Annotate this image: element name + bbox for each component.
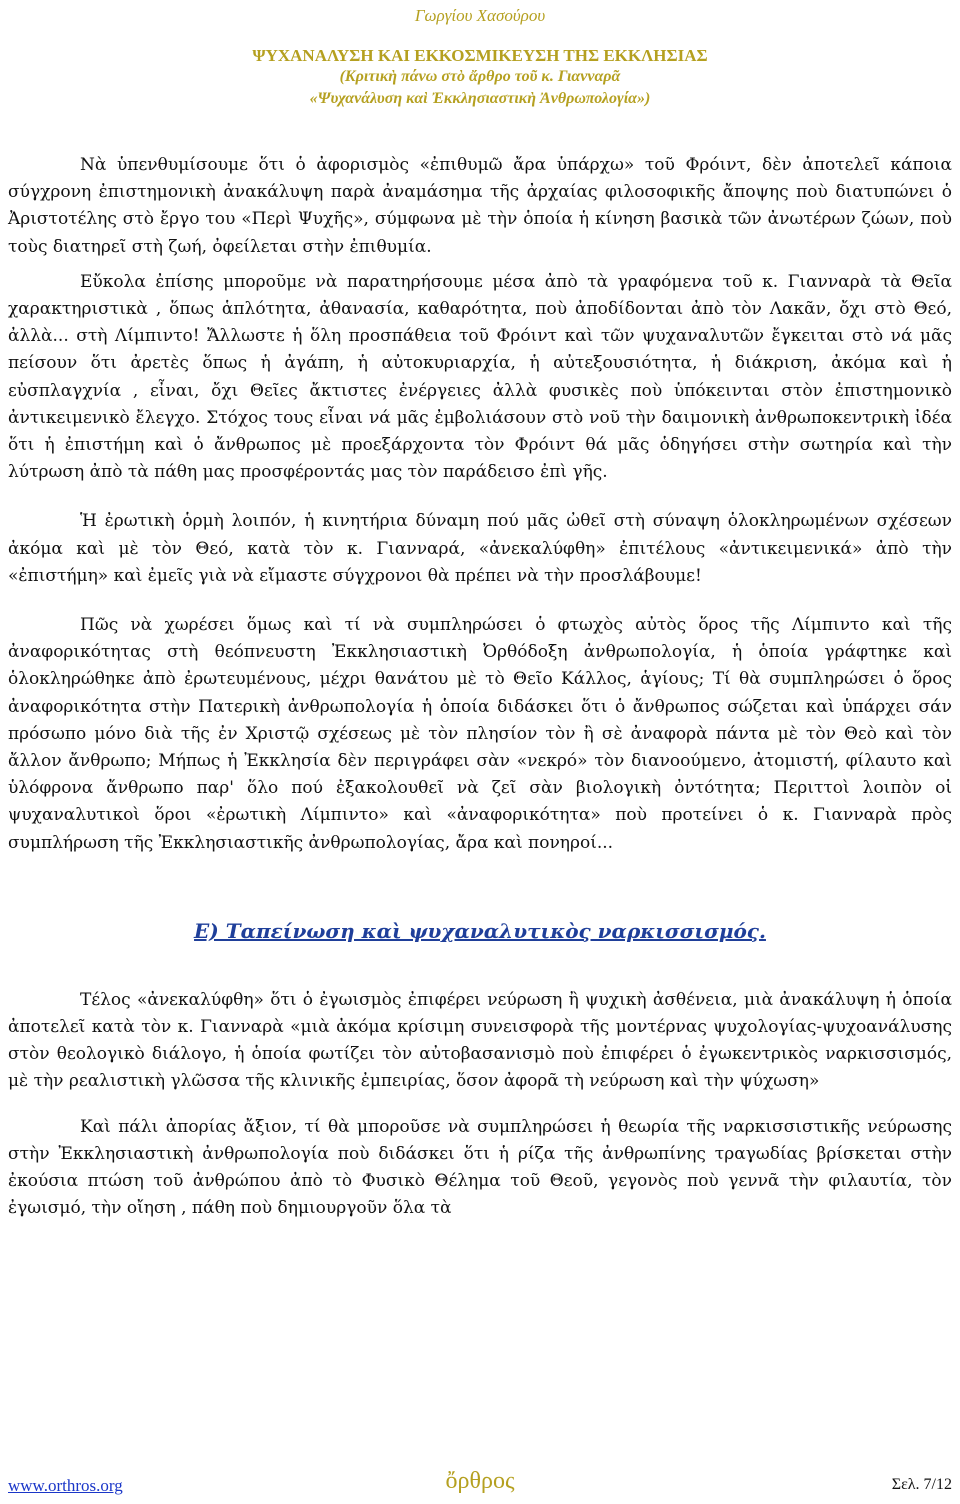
body-paragraph: Καὶ πάλι ἀπορίας ἄξιον, τί θὰ μποροῦσε νὰ συμπληρώσει ἡ θεωρία τῆς ναρκισσιστικῆς νεύρωσης στὴν Ἐκκλησιαστικὴ ἀνθρωπολογία ποὺ διδάσκει ὅτι ἡ ρίζα τῆς ἀνθρωπίνης τραγωδίας βρίσκεται στὴν ἐκούσια πτώση τοῦ ἀνθρώπου ἀπὸ τὸ Φυσικὸ Θέλημα τοῦ Θεοῦ, γεγονὸς ποὺ γεννᾶ τὴν φιλαυτία, τὸν ἐγωισμό, τὴν οἴηση , πάθη ποὺ δημιουργοῦν ὅλα τὰ <box>8 1116 952 1219</box>
body-paragraph: Τέλος «ἀνεκαλύφθη» ὅτι ὁ ἐγωισμὸς ἐπιφέρει νεύρωση ἢ ψυχικὴ ἀσθένεια, μιὰ ἀνακάλυψη ἡ ὁποία ἀποτελεῖ κατὰ τὸν κ. Γιανναρὰ «μιὰ ἀκόμα κρίσιμη συνεισφορὰ τῆς μοντέρνας ψυχολογίας-ψυχοανάλυσης στὸν θεολογικὸ διάλογο, ἡ ὁποία φωτίζει τὸν αὐτοβασανισμὸ ποὺ ἐπιφέρει ὁ ἐγωκεντρικὸς ναρκισσισμός, μὲ τὴν ρεαλιστικὴ γλῶσσα τῆς κλινικῆς ἐμπειρίας, ὅσον ἀφορᾶ τὴ νεύρωση καὶ τὴν ψύχωση» <box>8 989 952 1092</box>
body-paragraph: Πῶς νὰ χωρέσει ὅμως καὶ τί νὰ συμπληρώσει ὁ φτωχὸς αὐτὸς ὅρος τῆς Λίμπιντο καὶ τῆς ἀναφορικότητας στὴ θεόπνευστη Ἐκκλησιαστικὴ Ὀρθόδοξη ἀνθρωπολογία, ἡ ὁποία γράφτηκε καὶ ὁλοκληρώθηκε ἀπὸ ἐρωτευμένους, μέχρι θανάτου μὲ τὸ Θεῖο Κάλλος, ἁγίους; Τί θὰ συμπληρώσει ὁ ὅρος ἀναφορικότητα στὴν Πατερικὴ ἀνθρωπολογία ἡ ὁποία διδάσκει ὅτι ὁ ἄνθρωπος σώζεται καὶ ὑπάρχει σάν πρόσωπο μόνο διὰ τῆς ἐν Χριστῷ σχέσεως μὲ τὸν πλησίον τὸν ἢ σὲ ἀναφορὰ πάντα μὲ τὸν Θεὸ καὶ τὸν ἄλλον ἄνθρωπο; Μήπως ἡ Ἐκκλησία δὲν περιγράφει σὰν «νεκρό» τὸν διανοούμενο, ἀτομιστή, φίλαυτο καὶ ὑλόφρονα ἄνθρωπο παρ' ὅλο πού ἐξακολουθεῖ νὰ ζεῖ σὰν βιολογικὴ ὀντότητα; Περιττοὶ λοιπὸν οἱ ψυχαναλυτικοὶ ὅροι «ἐρωτικὴ Λίμπιντο» καὶ «ἀναφορικότητα» ποὺ προτείνει ὁ κ. Γιανναρὰ πρὸς συμπλήρωση τῆς Ἐκκλησιαστικῆς ἀνθρωπολογίας, ἄρα καὶ πονηροί... <box>8 615 952 853</box>
site-brand: ὄρθρος <box>445 1468 515 1494</box>
body-paragraph: Εὔκολα ἐπίσης μποροῦμε νὰ παρατηρήσουμε μέσα ἀπὸ τὰ γραφόμενα τοῦ κ. Γιανναρὰ τὰ Θεῖα χαρακτηριστικὰ , ὅπως ἁπλότητα, ἀθανασία, καθαρότητα, ποὺ ἀποδίδονται ἀπὸ τὸν Λακᾶν, ὄχι στὸ Θεό, ἀλλὰ... στὴ Λίμπιντο! Ἄλλωστε ἡ ὅλη προσπάθεια τοῦ Φρόιντ καὶ τῶν ψυχαναλυτῶν ἔγκειται στὸ νά μᾶς πείσουν ὅτι ἀρετὲς ὅπως ἡ ἀγάπη, ἡ αὐτοκυριαρχία, ἡ αὐτεξουσιότητα, ἡ διάκριση, ἀκόμα καὶ ἡ εὐσπλαγχνία , εἶναι, ὄχι Θεῖες ἄκτιστες ἐνέργειες ἀλλὰ φυσικὲς ποὺ ὑπόκεινται στὸν ἐπιστημονικὸ ἀντικειμενικὸ ἔλεγχο. Στόχος τους εἶναι νά μᾶς ἐμβολιάσουν στὸ νοῦ τὴν δαιμονικὴ ἀνθρωποκεντρικὴ ἰδέα ὅτι ἡ ἐπιστήμη καὶ ὁ ἄνθρωπος μὲ προεξάρχοντα τὸν Φρόιντ θά μᾶς ὁδηγήσει στὴν σωτηρία καὶ τὴν λύτρωση ἀπὸ τὰ πάθη μας προσφέροντάς μας τὸν παράδεισο ἐπὶ γῆς. <box>8 271 952 483</box>
article-subtitle-line2: «Ψυχανάλυση καὶ Ἐκκλησιαστικὴ Ἀνθρωπολογία») <box>309 90 651 107</box>
article-title: ΨΥΧΑΝΑΛΥΣΗ ΚΑΙ ΕΚΚΟΣΜΙΚΕΥΣΗ ΤΗΣ ΕΚΚΛΗΣΙΑΣ <box>252 46 708 65</box>
body-paragraph: Ἡ ἐρωτικὴ ὁρμὴ λοιπόν, ἡ κινητήρια δύναμη πού μᾶς ὠθεῖ στὴ σύναψη ὁλοκληρωμένων σχέσεων ἀκόμα καὶ μὲ τὸν Θεό, κατὰ τὸν κ. Γιανναρά, «ἀνεκαλύφθη» ἐπιτέλους «ἀντικειμενικά» ἀπὸ τὴν «ἐπιστήμη» καὶ ἐμεῖς γιὰ νὰ εἴμαστε σύγχρονοι θὰ πρέπει νὰ τὴν προσλάβουμε! <box>8 511 952 586</box>
article-body <box>8 152 952 1223</box>
article-subtitle-line1: (Κριτικὴ πάνω στὸ ἄρθρο τοῦ κ. Γιανναρᾶ <box>339 68 621 85</box>
page-footer <box>8 1468 952 1500</box>
author-name: Γωργίου Χασούρου <box>414 6 546 25</box>
body-paragraph: Νὰ ὑπενθυμίσουμε ὅτι ὁ ἀφορισμὸς «ἐπιθυμῶ ἄρα ὑπάρχω» τοῦ Φρόιντ, δὲν ἀποτελεῖ κάποια σύγχρονη ἐπιστημονικὴ ἀνακάλυψη παρὰ ἀναμάσημα τῆς ἀρχαίας φιλοσοφικῆς ἄποψης ποὺ διατυπώνει ὁ Ἀριστοτέλης στὸ ἔργο του «Περὶ Ψυχῆς», σύμφωνα μὲ τὴν ὁποία ἡ κίνηση βασικὰ τῶν ἀνωτέρων ζώων, ποὺ τοὺς διατηρεῖ στὴ ζωή, ὀφείλεται στὴν ἐπιθυμία. <box>8 155 952 257</box>
section-heading: Ε) Ταπείνωση καὶ ψυχαναλυτικὸς ναρκισσισμός. <box>194 918 766 943</box>
site-link[interactable]: www.orthros.org <box>8 1476 123 1495</box>
page-number: Σελ. 7/12 <box>891 1476 952 1493</box>
